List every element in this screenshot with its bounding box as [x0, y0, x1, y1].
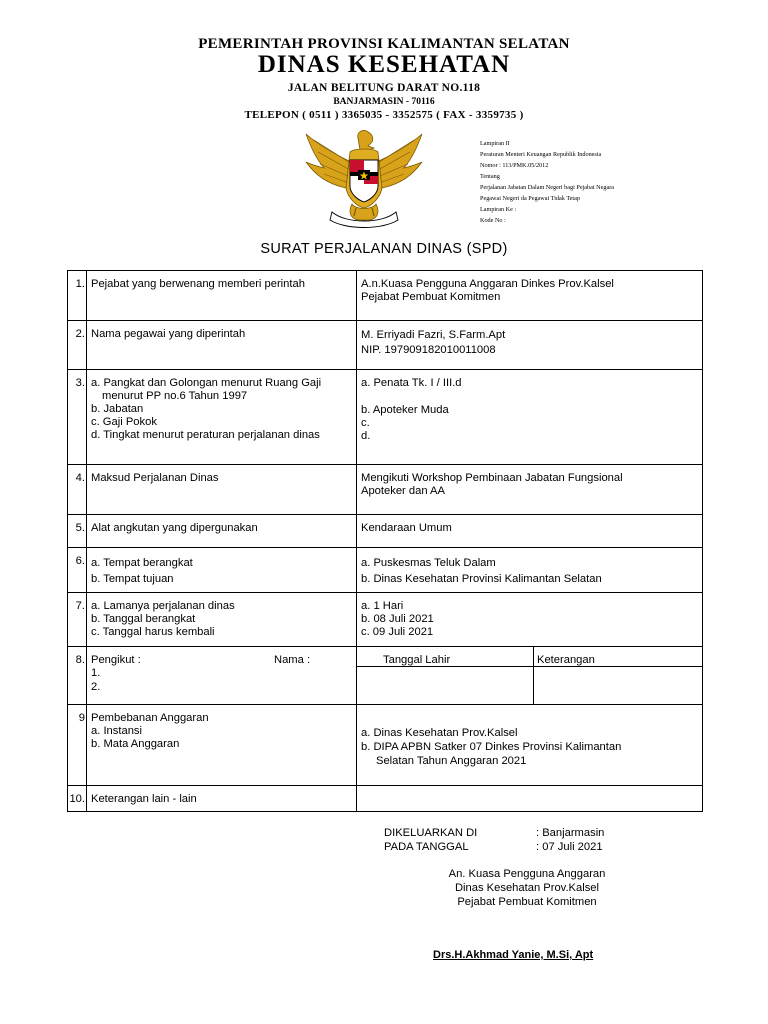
label-line: d. Tingkat menurut peraturan perjalanan dinas — [91, 429, 320, 441]
document-title: SURAT PERJALANAN DINAS (SPD) — [260, 241, 508, 257]
dikeluarkan-value: : Banjarmasin — [536, 827, 605, 839]
row-label — [87, 647, 357, 705]
pengikut-item: 1. — [91, 667, 101, 679]
value-line: b. 08 Juli 2021 — [361, 613, 434, 625]
garuda-pancasila-emblem-icon — [302, 128, 426, 230]
row-value — [357, 593, 703, 647]
row-label — [87, 593, 357, 647]
row-label — [87, 370, 357, 465]
table-row — [68, 271, 703, 321]
spacer — [361, 712, 698, 726]
label-line: b. Tempat tujuan — [91, 573, 174, 585]
row-number: 4. — [68, 465, 87, 515]
header-agency: DINAS KESEHATAN — [257, 51, 511, 78]
row-number: 2. — [68, 321, 87, 370]
value-line: Apoteker dan AA — [361, 485, 445, 497]
label-line: b. Mata Anggaran — [91, 738, 180, 750]
value-line: c. 09 Juli 2021 — [361, 626, 434, 638]
row-value — [357, 370, 703, 465]
tanggal-label: PADA TANGGAL — [384, 841, 469, 853]
label-line: b. Tanggal berangkat — [91, 613, 196, 625]
lampiran-line: Lampiran Ke : — [480, 206, 517, 213]
lampiran-line: Lampiran II — [480, 140, 510, 147]
keterangan-header: Keterangan — [534, 647, 702, 667]
table-row — [68, 786, 703, 812]
value-line: M. Erriyadi Fazri, S.Farm.Apt — [361, 329, 506, 341]
row-number: 7. — [68, 593, 87, 647]
label-line: a. Instansi — [91, 725, 142, 737]
value-line: Mengikuti Workshop Pembinaan Jabatan Fungsional — [361, 472, 623, 484]
lampiran-line: Perjalanan Jabatan Dalam Negeri bagi Pejabat Negara — [480, 184, 615, 191]
pengikut-item: 2. — [91, 681, 101, 693]
keterangan-cell — [534, 647, 703, 705]
label-line: a. Tempat berangkat — [91, 557, 193, 569]
header-city: BANJARMASIN - 70116 — [333, 97, 435, 107]
tanggal-lahir-header: Tanggal Lahir — [357, 647, 533, 667]
label-line: c. Gaji Pokok — [91, 416, 157, 428]
lampiran-line: Tentang — [480, 173, 500, 180]
value-line: a. 1 Hari — [361, 600, 404, 612]
row-number: 3. — [68, 370, 87, 465]
signatory-line: Dinas Kesehatan Prov.Kalsel — [454, 882, 600, 894]
label-line: menurut PP no.6 Tahun 1997 — [102, 390, 248, 402]
tanggal-lahir-cell — [357, 647, 534, 705]
table-row — [68, 321, 703, 370]
row-label — [87, 548, 357, 593]
value-line: a. Penata Tk. I / III.d — [361, 377, 462, 389]
table-row — [68, 370, 703, 465]
row-value — [357, 465, 703, 515]
lampiran-line: Nomor : 113/PMK.05/2012 — [480, 162, 549, 169]
value-line: b. Dinas Kesehatan Provinsi Kalimantan Selatan — [361, 573, 602, 585]
lampiran-line: Kode No : — [480, 217, 506, 224]
table-row — [68, 705, 703, 786]
row-number: 10. — [68, 786, 87, 812]
table-row — [68, 647, 703, 705]
row-label: Alat angkutan yang dipergunakan — [87, 515, 357, 548]
row-label: Pejabat yang berwenang memberi perintah — [87, 271, 357, 321]
signatory-line: Pejabat Pembuat Komitmen — [457, 896, 597, 908]
value-line: a. Dinas Kesehatan Prov.Kalsel — [361, 727, 518, 739]
row-label: Maksud Perjalanan Dinas — [87, 465, 357, 515]
value-line: b. DIPA APBN Satker 07 Dinkes Provinsi Kalimantan — [361, 741, 622, 753]
row-value — [357, 548, 703, 593]
lampiran-line: Pegawai Negeri da Pegawai Tidak Tetap — [480, 195, 580, 202]
row-number: 6. — [68, 548, 87, 593]
label-line: Pembebanan Anggaran — [91, 712, 209, 724]
value-line: a. Puskesmas Teluk Dalam — [361, 557, 496, 569]
value-line: b. Apoteker Muda — [361, 404, 449, 416]
row-number: 8. — [68, 647, 87, 705]
value-line: Selatan Tahun Anggaran 2021 — [376, 755, 527, 767]
row-value — [357, 786, 703, 812]
row-label — [87, 705, 357, 786]
dikeluarkan-label: DIKELUARKAN DI — [384, 827, 478, 839]
label-line: a. Lamanya perjalanan dinas — [91, 600, 235, 612]
row-value — [357, 705, 703, 786]
table-row — [68, 548, 703, 593]
signer-name: Drs.H.Akhmad Yanie, M.Si, Apt — [433, 949, 594, 961]
value-line: d. — [361, 430, 371, 442]
pengikut-cell — [87, 647, 356, 704]
value-line: Pejabat Pembuat Komitmen — [361, 291, 501, 303]
row-number: 9 — [68, 705, 87, 786]
header-phone: TELEPON ( 0511 ) 3365035 - 3352575 ( FAX - 3359735 ) — [244, 109, 524, 121]
signatory-line: An. Kuasa Pengguna Anggaran — [448, 868, 606, 880]
value-line: A.n.Kuasa Pengguna Anggaran Dinkes Prov.Kalsel — [361, 278, 614, 290]
row-label: Nama pegawai yang diperintah — [87, 321, 357, 370]
tanggal-value: : 07 Juli 2021 — [536, 841, 603, 853]
label-line: a. Pangkat dan Golongan menurut Ruang Gaji — [91, 377, 322, 389]
row-label: Keterangan lain - lain — [87, 786, 357, 812]
header-address: JALAN BELITUNG DARAT NO.118 — [287, 82, 481, 94]
value-line: c. — [361, 417, 370, 429]
value-line: NIP. 197909182010011008 — [361, 344, 496, 356]
row-value — [357, 321, 703, 370]
nama-label: Nama : — [274, 654, 311, 666]
row-number: 1. — [68, 271, 87, 321]
table-row — [68, 465, 703, 515]
label-line: c. Tanggal harus kembali — [91, 626, 215, 638]
table-row — [68, 593, 703, 647]
spacer — [361, 390, 698, 400]
header-government: PEMERINTAH PROVINSI KALIMANTAN SELATAN — [198, 36, 570, 52]
spd-table — [67, 270, 703, 812]
pengikut-label: Pengikut : — [91, 654, 141, 666]
table-row — [68, 515, 703, 548]
row-number: 5. — [68, 515, 87, 548]
row-value — [357, 271, 703, 321]
row-value: Kendaraan Umum — [357, 515, 703, 548]
lampiran-line: Peraturan Menteri Keuangan Republik Indonesia — [480, 151, 602, 158]
label-line: b. Jabatan — [91, 403, 144, 415]
